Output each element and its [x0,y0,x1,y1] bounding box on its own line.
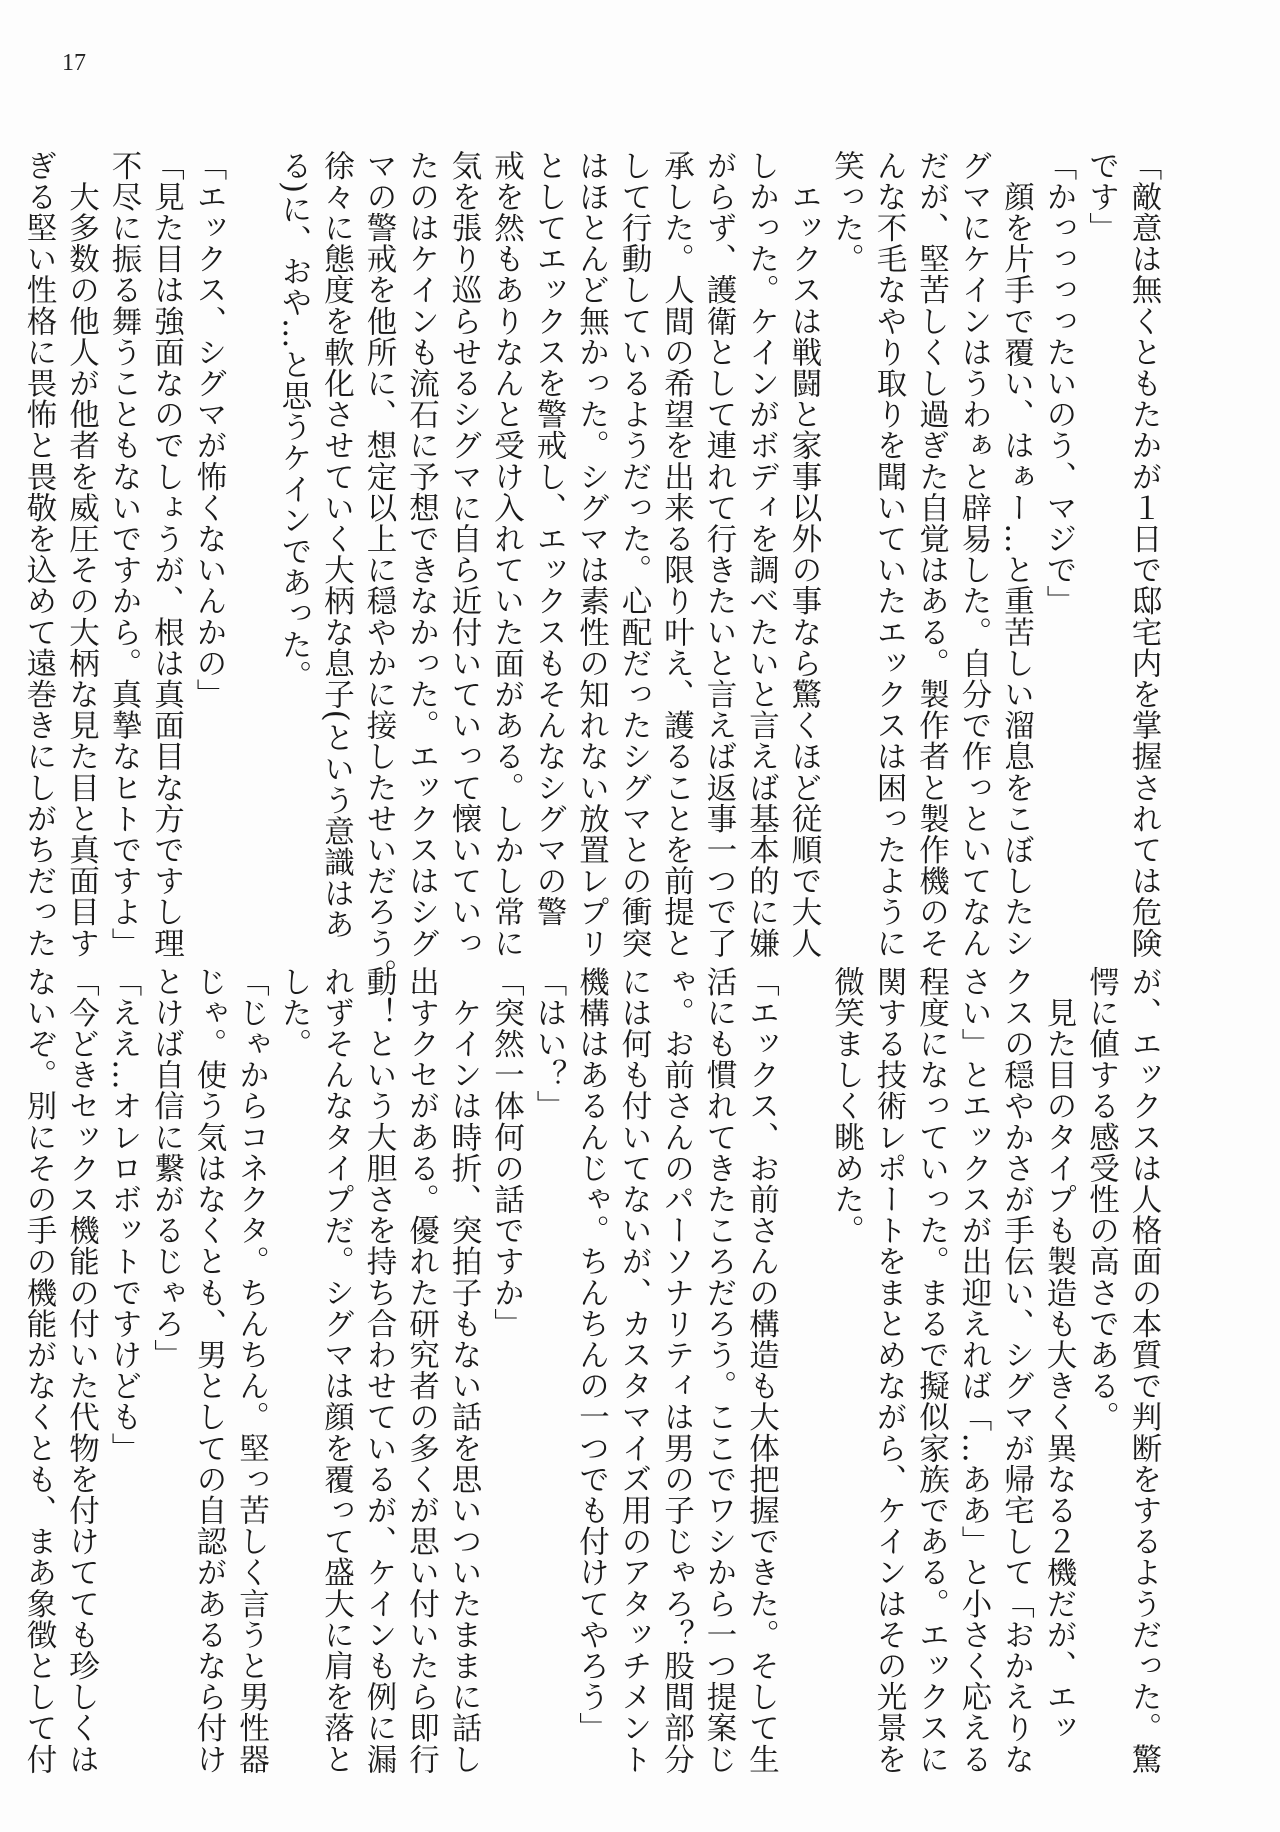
text-line: 戒を然もありなんと受け入れていた面がある。しかし常に [488,150,524,959]
text-line: 「突然一体何の話ですか」 [488,966,524,1340]
text-block-lower [17,966,1165,1775]
text-line: 出すクセがある。優れた研究者の多くが思い付いたら即行 [403,966,439,1775]
blank-line [229,150,272,910]
text-line: とけば自信に繋がるじゃろ」 [148,966,184,1371]
text-line: たのはケインも流石に予想できなかった。エックスはシグ [403,150,439,959]
text-line: 動！という大胆さを持ち合わせているが、ケインも例に漏 [361,966,396,1775]
text-line: 「今どきセックス機能の付いた代物を付けてても珍しくは [63,966,99,1775]
text-line: がらず、護衛として連れて行きたいと言えば返事一つで了 [701,150,736,959]
text-line: 顔を片手で覆い、はぁー…と重苦しい溜息をこぼしたシ [998,150,1034,959]
text-line: 「ええ…オレロボットですけども」 [106,966,141,1464]
text-line: じゃ。使う気はなくとも、男としての自認があるなら付け [191,966,226,1775]
text-line: だが、堅苦しくし過ぎた自覚はある。製作者と製作機のそ [913,150,949,959]
text-line: さい」とエックスが出迎えれば「…ああ」と小さく応える [956,966,991,1775]
text-line: ゃ。お前さんのパーソナリティは男の子じゃろ？股間部分 [658,966,694,1775]
text-line: した。 [276,966,311,1060]
text-line: が、エックスは人格面の本質で判断をするようだった。驚 [1126,966,1161,1775]
text-line: 徐々に態度を軟化させていく大柄な息子(という意識はあ [318,150,354,940]
text-line: 不尽に振る舞うこともないですから。真摯なヒトですよ」 [106,150,141,959]
text-line: 「かっっっったいのう、マジで」 [1041,150,1076,617]
text-line: 「エックス、シグマが怖くないんかの」 [191,150,226,710]
text-line: 気を張り巡らせるシグマに自ら近付いていって懐いていっ [446,150,481,959]
text-line: して行動しているようだった。心配だったシグマとの衝突 [616,150,651,959]
text-line: 「じゃからコネクタ。ちんちん。堅っ苦しく言うと男性器 [233,966,269,1775]
text-line: 見た目のタイプも製造も大きく異なる２機だが、エッ [1041,966,1076,1744]
text-line: 笑った。 [828,150,864,275]
text-line: グマにケインはうわぁと辟易した。自分で作っといてなん [956,150,991,959]
text-line: 「見た目は強面なのでしょうが、根は真面目な方ですし理 [148,150,184,959]
text-line: ケインは時折、突拍子もない話を思いついたままに話し [446,966,481,1775]
text-line: です」 [1083,150,1119,244]
text-block-upper [17,150,1165,990]
text-line: 活にも慣れてきたころだろう。ここでワシから一つ提案じ [701,966,736,1775]
text-line: 愕に値する感受性の高さである。 [1083,966,1119,1433]
text-line: 関する技術レポートをまとめながら、ケインはその光景を [871,966,906,1775]
text-line: 機構はあるんじゃ。ちんちんの一つでも付けてやろう」 [573,966,609,1744]
text-line: 大多数の他人が他者を威圧その大柄な見た目と真面目す [63,150,99,959]
text-line: エックスは戦闘と家事以外の事なら驚くほど従順で大人 [786,150,821,959]
text-line: んな不毛なやり取りを聞いていたエックスは困ったように [871,150,906,959]
text-line: 程度になっていった。まるで擬似家族である。エックスに [913,966,949,1775]
text-line: れずそんなタイプだ。シグマは顔を覆って盛大に肩を落と [318,966,354,1775]
text-line: る)に、おや…と思うケインであった。 [276,150,311,692]
text-line: しかった。ケインがボディを調べたいと言えば基本的に嫌 [743,150,779,959]
text-line: には何も付いてないが、カスタマイズ用のアタッチメント [616,966,651,1775]
text-line: 「はい？」 [531,966,566,1122]
text-line: クスの穏やかさが手伝い、シグマが帰宅して「おかえりな [998,966,1034,1775]
text-line: 承した。人間の希望を出来る限り叶え、護ることを前提と [658,150,694,959]
text-line: 「エックス、お前さんの構造も大体把握できた。そして生 [743,966,779,1775]
text-line: はほとんど無かった。シグマは素性の知れない放置レプリ [573,150,609,959]
text-line: ぎる堅い性格に畏怖と畏敬を込めて遠巻きにしがちだった [21,150,56,959]
page-number: 17 [62,50,86,76]
blank-line [782,966,825,1726]
text-line: ないぞ。別にその手の機能がなくとも、まあ象徴として付 [21,966,56,1775]
text-line: 「敵意は無くともたかが１日で邸宅内を掌握されては危険 [1126,150,1161,959]
text-line: マの警戒を他所に、想定以上に穏やかに接したせいだろう。 [361,150,396,990]
text-line: としてエックスを警戒し、エックスもそんなシグマの警 [531,150,566,928]
text-line: 微笑ましく眺めた。 [828,966,864,1246]
